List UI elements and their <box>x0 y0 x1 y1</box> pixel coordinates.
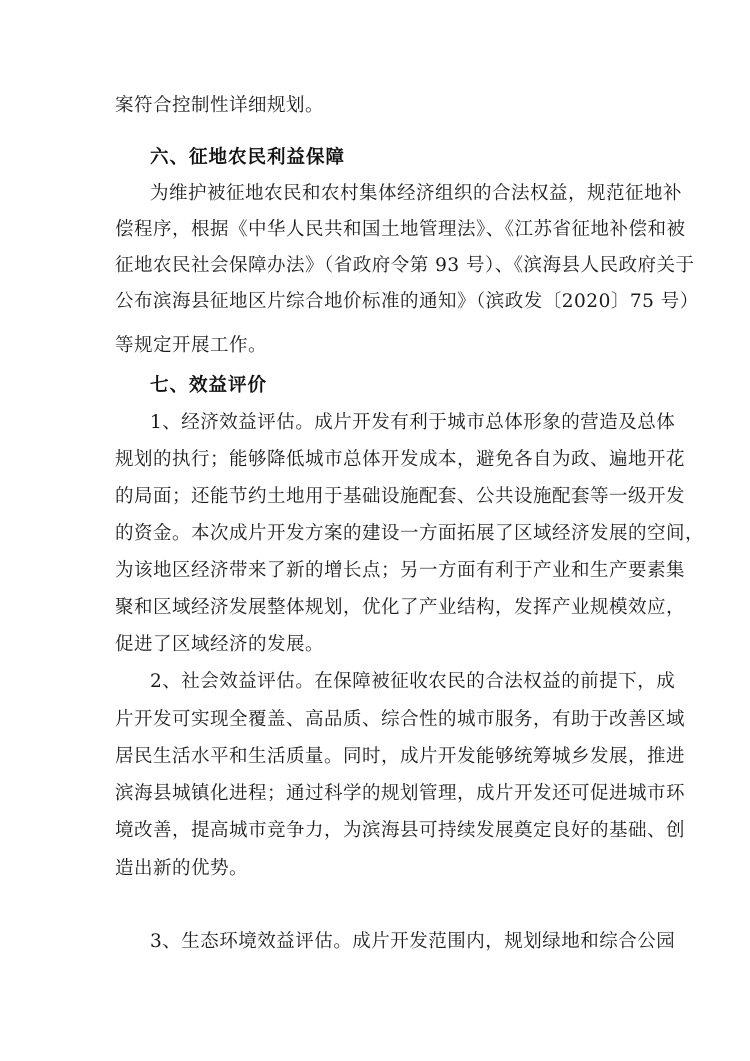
section-7-para1-line: 规划的执行；能够降低城市总体开发成本，避免各自为政、遍地开花 <box>115 449 686 470</box>
continuation-line: 案符合控制性详细规划。 <box>115 95 325 116</box>
section-7-para1-line: 的资金。本次成片开发方案的建设一方面拓展了区域经济发展的空间， <box>115 523 705 544</box>
section-7-para2-line: 2、社会效益评估。在保障被征收农民的合法权益的前提下，成 <box>150 671 676 692</box>
section-7-para2-line: 境改善，提高城市竞争力，为滨海县可持续发展奠定良好的基础、创 <box>115 820 686 841</box>
section-7-para2-line: 片开发可实现全覆盖、高品质、综合性的城市服务，有助于改善区域 <box>115 709 686 730</box>
section-6-line: 征地农民社会保障办法》（省政府令第 93 号）、《滨海县人民政府关于 <box>115 255 695 276</box>
section-6-heading: 六、征地农民利益保障 <box>150 147 346 168</box>
section-6-line: 等规定开展工作。 <box>115 335 268 356</box>
section-7-para1-line: 聚和区域经济发展整体规划，优化了产业结构，发挥产业规模效应， <box>115 597 686 618</box>
section-7-para2-line: 滨海县城镇化进程；通过科学的规划管理，成片开发还可促进城市环 <box>115 783 686 804</box>
section-7-para1-line: 的局面；还能节约土地用于基础设施配套、公共设施配套等一级开发 <box>115 486 686 507</box>
section-7-heading: 七、效益评价 <box>150 375 268 396</box>
section-7-para1-line: 1、经济效益评估。成片开发有利于城市总体形象的营造及总体 <box>150 412 676 433</box>
section-7-para2-line: 造出新的优势。 <box>115 858 249 879</box>
section-7-para1-line: 为该地区经济带来了新的增长点；另一方面有利于产业和生产要素集 <box>115 560 686 581</box>
section-6-line: 公布滨海县征地区片综合地价标准的通知》（滨政发〔2020〕75 号） <box>115 291 699 312</box>
section-7-para1-line: 促进了区域经济的发展。 <box>115 634 325 655</box>
section-6-line: 为维护被征地农民和农村集体经济组织的合法权益，规范征地补 <box>150 183 683 204</box>
section-7-para3-line: 3、生态环境效益评估。成片开发范围内，规划绿地和综合公园 <box>150 931 676 952</box>
section-6-line: 偿程序，根据《中华人民共和国土地管理法》、《江苏省征地补偿和被 <box>115 219 686 240</box>
section-7-para2-line: 居民生活水平和生活质量。同时，成片开发能够统筹城乡发展，推进 <box>115 746 686 767</box>
